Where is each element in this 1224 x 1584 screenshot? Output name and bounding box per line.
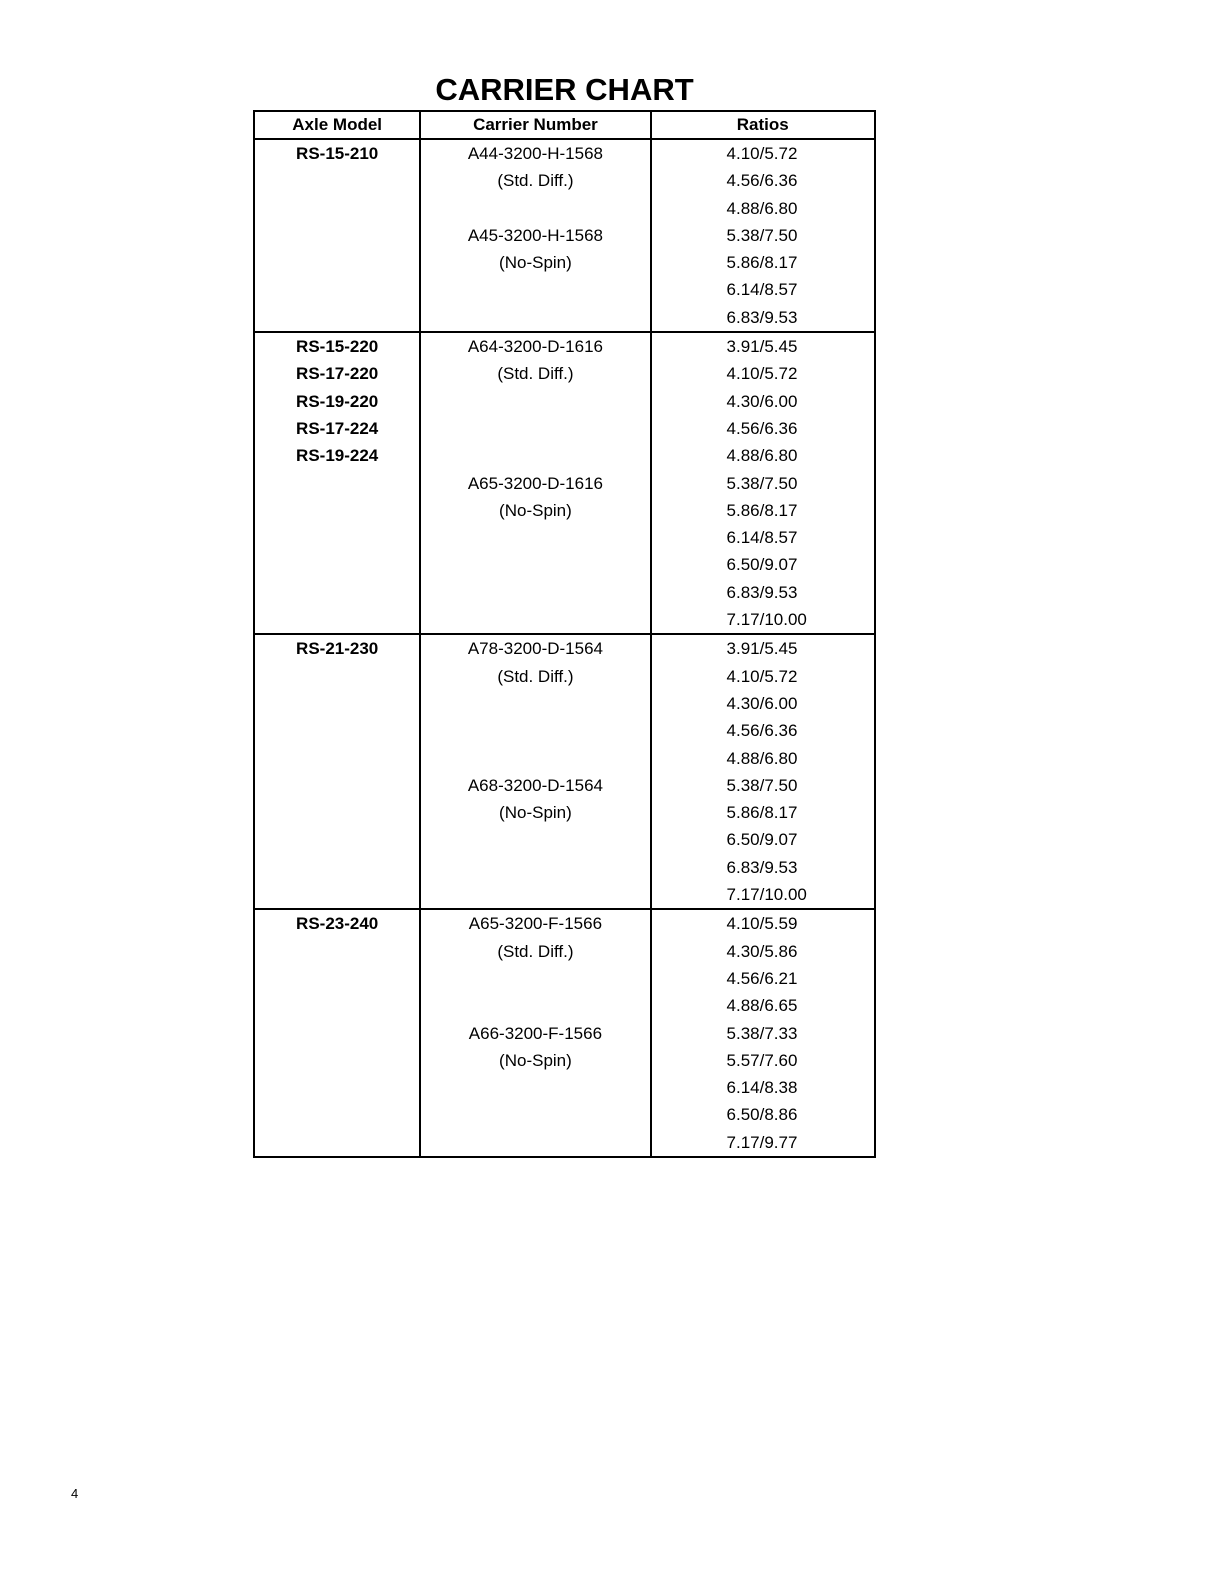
carrier-number: (No-Spin) — [499, 803, 572, 823]
axle-model: RS-15-210 — [296, 144, 379, 163]
carrier-number — [421, 442, 649, 469]
column-header-axle-model: Axle Model — [254, 111, 420, 139]
ratio: 4.30/5.86 — [726, 941, 798, 961]
carrier-number-cell — [420, 139, 650, 332]
ratio: 6.83/9.53 — [726, 857, 798, 877]
carrier-number: A65-3200-F-1566 — [468, 914, 603, 934]
ratio: 4.88/6.80 — [726, 198, 798, 218]
ratio: 6.83/9.53 — [726, 307, 798, 327]
carrier-number: (No-Spin) — [499, 253, 572, 273]
ratio: 4.88/6.80 — [726, 446, 798, 466]
table-header-row — [254, 111, 875, 139]
carrier-number — [421, 388, 649, 415]
table-row — [254, 332, 875, 634]
carrier-number: (Std. Diff.) — [497, 364, 574, 384]
ratios-cell — [651, 332, 875, 634]
table-row — [254, 909, 875, 1157]
ratio: 5.38/7.33 — [726, 1023, 798, 1043]
carrier-number: (No-Spin) — [499, 500, 572, 520]
carrier-number: (Std. Diff.) — [497, 171, 574, 191]
ratio: 3.91/5.45 — [726, 337, 798, 357]
carrier-number — [421, 965, 649, 992]
ratio: 7.17/10.00 — [726, 885, 807, 905]
carrier-number — [421, 195, 649, 222]
ratio: 4.10/5.72 — [726, 144, 798, 163]
ratio: 7.17/10.00 — [726, 610, 807, 630]
carrier-number — [421, 992, 649, 1019]
carrier-number: A78-3200-D-1564 — [467, 639, 603, 659]
ratio: 5.38/7.50 — [726, 473, 798, 493]
carrier-number: A66-3200-F-1566 — [468, 1023, 603, 1043]
ratio: 5.38/7.50 — [726, 225, 798, 245]
table-row — [254, 634, 875, 909]
carrier-number-cell — [420, 332, 650, 634]
axle-model: RS-17-224 — [296, 418, 379, 438]
ratios-cell — [651, 634, 875, 909]
carrier-number: A65-3200-D-1616 — [467, 473, 603, 493]
ratio: 6.14/8.38 — [726, 1078, 798, 1098]
axle-model-cell — [254, 332, 420, 634]
carrier-number: (Std. Diff.) — [497, 941, 574, 961]
carrier-number-cell — [420, 909, 650, 1157]
table-body — [254, 139, 875, 1157]
ratio: 4.30/6.00 — [726, 693, 798, 713]
table-row — [254, 139, 875, 332]
ratio: 5.86/8.17 — [726, 253, 798, 273]
ratio: 4.30/6.00 — [726, 391, 798, 411]
carrier-number — [421, 415, 649, 442]
axle-model-cell — [254, 909, 420, 1157]
ratio: 4.56/6.36 — [726, 418, 798, 438]
ratio: 5.86/8.17 — [726, 500, 798, 520]
carrier-number — [421, 690, 649, 717]
ratio: 4.10/5.59 — [726, 914, 798, 934]
carrier-number: A45-3200-H-1568 — [467, 225, 603, 245]
ratio: 4.10/5.72 — [726, 364, 798, 384]
axle-model: RS-17-220 — [296, 364, 379, 384]
ratios-cell — [651, 909, 875, 1157]
carrier-number — [421, 745, 649, 772]
carrier-number: (No-Spin) — [499, 1050, 572, 1070]
axle-model: RS-19-220 — [296, 391, 379, 411]
column-header-ratios: Ratios — [651, 111, 875, 139]
page-title: CARRIER CHART — [435, 72, 694, 107]
ratio: 7.17/9.77 — [726, 1132, 798, 1152]
ratio: 4.88/6.80 — [726, 748, 798, 768]
ratio: 6.83/9.53 — [726, 582, 798, 602]
carrier-number: (Std. Diff.) — [497, 666, 574, 686]
column-header-carrier-number: Carrier Number — [420, 111, 650, 139]
ratio: 6.50/9.07 — [726, 830, 798, 850]
carrier-number — [421, 717, 649, 744]
ratio: 4.88/6.65 — [726, 996, 798, 1016]
axle-model: RS-15-220 — [296, 337, 379, 357]
axle-model-cell — [254, 139, 420, 332]
axle-model: RS-23-240 — [296, 914, 379, 934]
carrier-number-cell — [420, 634, 650, 909]
ratio: 6.50/8.86 — [726, 1105, 798, 1125]
ratio: 4.56/6.36 — [726, 721, 798, 741]
ratio: 6.14/8.57 — [726, 528, 798, 548]
ratios-cell — [651, 139, 875, 332]
axle-model: RS-21-230 — [296, 639, 379, 659]
page-number: 4 — [71, 1486, 79, 1501]
ratio: 5.38/7.50 — [726, 775, 798, 795]
ratio: 5.86/8.17 — [726, 803, 798, 823]
ratio: 3.91/5.45 — [726, 639, 798, 659]
carrier-number: A68-3200-D-1564 — [467, 775, 603, 795]
ratio: 4.10/5.72 — [726, 666, 798, 686]
carrier-chart-table — [253, 110, 876, 1158]
carrier-number: A64-3200-D-1616 — [467, 337, 603, 357]
ratio: 4.56/6.21 — [726, 968, 798, 988]
ratio: 6.50/9.07 — [726, 555, 798, 575]
axle-model-cell — [254, 634, 420, 909]
axle-model: RS-19-224 — [296, 446, 379, 466]
ratio: 5.57/7.60 — [726, 1050, 798, 1070]
ratio: 6.14/8.57 — [726, 280, 798, 300]
carrier-number: A44-3200-H-1568 — [467, 144, 603, 163]
ratio: 4.56/6.36 — [726, 171, 798, 191]
